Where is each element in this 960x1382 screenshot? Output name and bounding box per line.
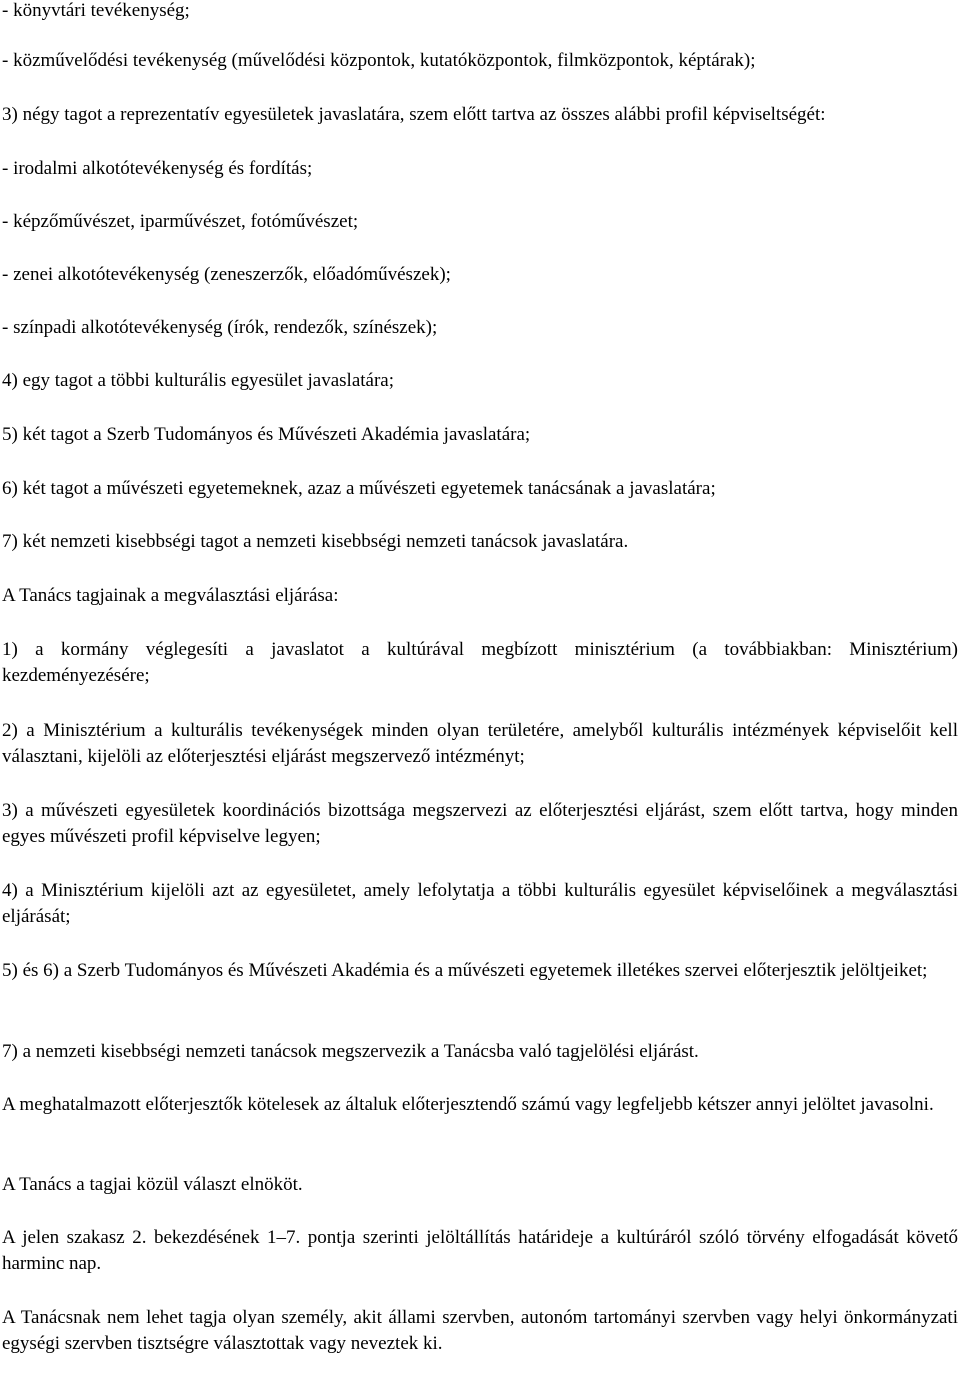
- paragraph-fine-arts: - képzőművészet, iparművészet, fotóművészet;: [2, 211, 359, 232]
- paragraph-music: - zenei alkotótevékenység (zeneszerzők, előadóművészek);: [2, 264, 451, 285]
- paragraph-point-3: 3) négy tagot a reprezentatív egyesületek javaslatára, szem előtt tartva az összes alábbi profil képviseltségét:: [2, 104, 826, 125]
- paragraph-stage: - színpadi alkotótevékenység (írók, rendezők, színészek);: [2, 317, 438, 338]
- paragraph-deadline: A jelen szakasz 2. bekezdésének 1–7. pontja szerinti jelöltállítás határideje a kultúráról szóló törvény elfogadását követő harminc nap.: [2, 1227, 958, 1274]
- paragraph-library: - könyvtári tevékenység;: [2, 0, 190, 21]
- paragraph-procedure-4: 4) a Minisztérium kijelöli azt az egyesületet, amely lefolytatja a többi kulturális egyesület képviselőinek a megválasztási eljárását;: [2, 880, 958, 927]
- paragraph-incompatibility: A Tanácsnak nem lehet tagja olyan személy, akit állami szervben, autonóm tartományi szervben vagy helyi önkormányzati egységi szervben tisztségre választottak vagy neveztek ki.: [2, 1307, 958, 1354]
- paragraph-procedure-3: 3) a művészeti egyesületek koordinációs bizottsága megszervezi az előterjesztési eljárást, szem előtt tartva, hogy minden egyes művészeti profil képviselve legyen;: [2, 800, 958, 847]
- paragraph-election-heading: A Tanács tagjainak a megválasztási eljárása:: [2, 585, 339, 606]
- paragraph-procedure-2: 2) a Minisztérium a kulturális tevékenységek minden olyan területére, amelyből kulturális intézmények képviselőit kell választani, kijelöli az előterjesztési eljárást megszervező intézményt;: [2, 720, 958, 767]
- paragraph-procedure-1: 1) a kormány véglegesíti a javaslatot a kultúrával megbízott minisztérium (a továbbiakban: Minisztérium) kezdeményezésére;: [2, 639, 958, 686]
- paragraph-public-education: - közművelődési tevékenység (művelődési központok, kutatóközpontok, filmközpontok, képtárak);: [2, 50, 756, 71]
- paragraph-literature: - irodalmi alkotótevékenység és fordítás;: [2, 158, 313, 179]
- paragraph-point-4: 4) egy tagot a többi kulturális egyesület javaslatára;: [2, 370, 395, 391]
- paragraph-point-5: 5) két tagot a Szerb Tudományos és Művészeti Akadémia javaslatára;: [2, 424, 531, 445]
- paragraph-nominators: A meghatalmazott előterjesztők kötelesek az általuk előterjesztendő számú vagy legfeljebb kétszer annyi jelöltet javasolni.: [2, 1094, 934, 1115]
- paragraph-point-6: 6) két tagot a művészeti egyetemeknek, azaz a művészeti egyetemek tanácsának a javaslatára;: [2, 478, 716, 499]
- paragraph-point-7: 7) két nemzeti kisebbségi tagot a nemzeti kisebbségi nemzeti tanácsok javaslatára.: [2, 531, 629, 552]
- paragraph-procedure-7: 7) a nemzeti kisebbségi nemzeti tanácsok megszervezik a Tanácsba való tagjelölési eljárást.: [2, 1041, 699, 1062]
- paragraph-president: A Tanács a tagjai közül választ elnököt.: [2, 1174, 303, 1195]
- paragraph-procedure-5-6: 5) és 6) a Szerb Tudományos és Művészeti Akadémia és a művészeti egyetemek illetékes szervei előterjesztik jelöltjeiket;: [2, 960, 928, 981]
